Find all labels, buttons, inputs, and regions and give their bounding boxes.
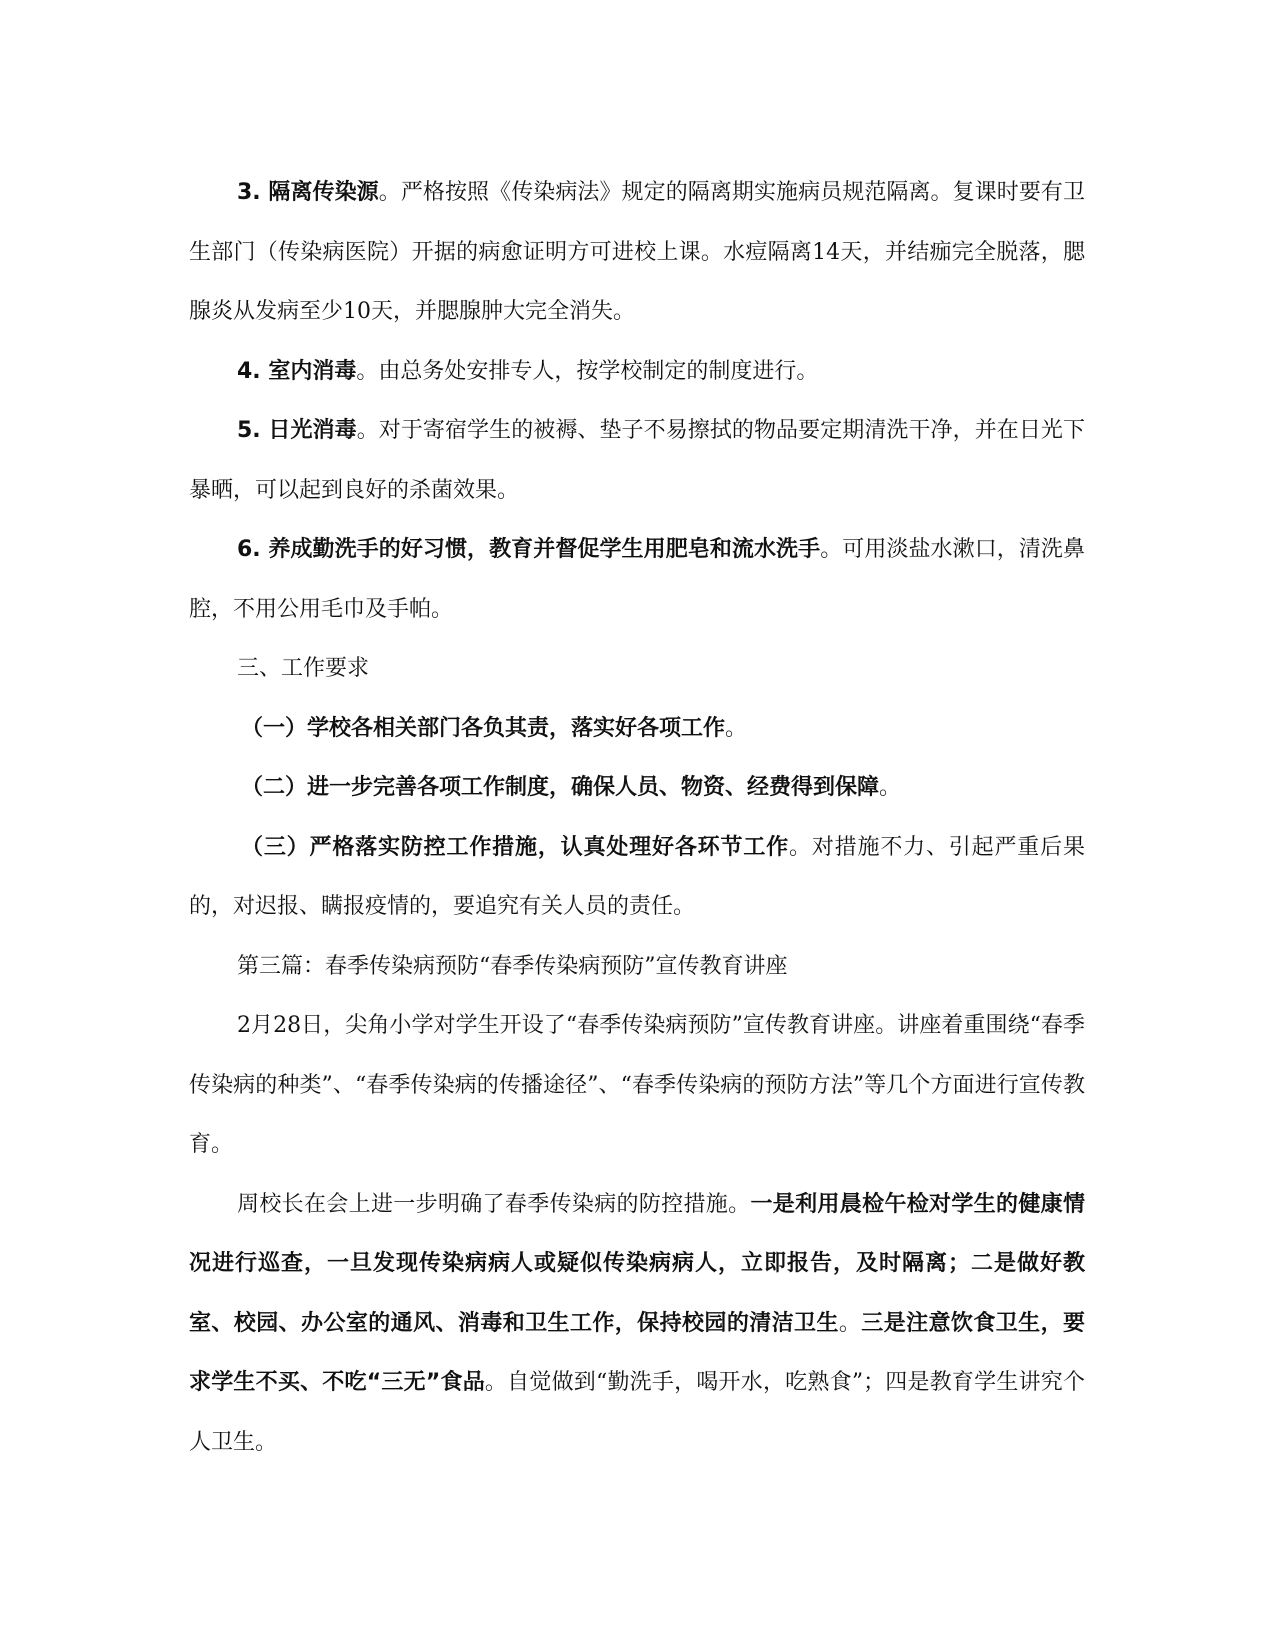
text-measures-one-two: 一是利用晨检午检对学生的健康情况进行巡查，一旦发现传染病病人或疑似传染病病人，立即报告，及时隔离；二是做好教室、校园、办公室的通风、消毒和卫生工作，保持校园的清洁卫生 — [189, 1191, 1085, 1336]
text-indoor-disinfection: 。由总务处安排专人，按学校制定的制度进行。 — [356, 358, 819, 384]
text-measures-four: 。自觉做到“勤洗手，喝开水，吃熟食”；四是教育学生讲究个人卫生。 — [189, 1370, 1085, 1455]
heading-requirement-1: （一）学校各相关部门各负其责，落实好各项工作 — [241, 715, 726, 741]
heading-requirement-2: （二）进一步完善各项工作制度，确保人员、物资、经费得到保障 — [241, 775, 880, 800]
paragraph-requirement-2 — [189, 758, 1085, 818]
text-requirement-3: 。对措施不力、引起严重后果的，对迟报、瞒报疫情的，要追究有关人员的责任。 — [189, 834, 1085, 919]
text-requirement-2: 。 — [879, 775, 902, 800]
paragraph-isolation — [189, 163, 1085, 342]
paragraph-sun-disinfection — [189, 401, 1085, 520]
heading-sun-disinfection: 5. 日光消毒 — [237, 418, 357, 443]
text-measures-three: 三是注意饮食卫生，要求学生不买、不吃“三无”食品 — [189, 1310, 1085, 1395]
text-isolation: 。严格按照《传染病法》规定的隔离期实施病员规范隔离。复课时要有卫生部门（传染病医院）开据的病愈证明方可进校上课。水痘隔离14天，并结痂完全脱落，腮腺炎从发病至少10天，并腮腺肿大完全消失。 — [189, 180, 1085, 324]
paragraph-requirement-3 — [189, 818, 1085, 937]
paragraph-principal-measures — [189, 1175, 1085, 1473]
heading-isolation: 3. 隔离传染源 — [237, 180, 379, 205]
text-handwashing: 。可用淡盐水漱口，清洗鼻腔，不用公用毛巾及手帕。 — [189, 537, 1085, 622]
paragraph-lecture-intro: 2月28日，尖角小学对学生开设了“春季传染病预防”宣传教育讲座。讲座着重围绕“春季传染病的种类”、“春季传染病的传播途径”、“春季传染病的预防方法”等几个方面进行宣传教育。 — [189, 1013, 1085, 1157]
heading-indoor-disinfection: 4. 室内消毒 — [237, 358, 357, 384]
article-title-part-three: 第三篇：春季传染病预防“春季传染病预防”宣传教育讲座 — [237, 953, 788, 979]
text-requirement-1: 。 — [725, 715, 748, 741]
text-sun-disinfection: 。对于寄宿学生的被褥、垫子不易擦拭的物品要定期清洗干净，并在日光下暴晒，可以起到良好的杀菌效果。 — [189, 418, 1085, 503]
text-measures-sep: 。 — [838, 1310, 862, 1336]
paragraph-indoor-disinfection — [189, 342, 1085, 402]
section-heading-work-requirements: 三、工作要求 — [237, 656, 370, 681]
heading-handwashing: 6. 养成勤洗手的好习惯，教育并督促学生用肥皂和流水洗手 — [237, 537, 821, 562]
heading-requirement-3: （三）严格落实防控工作措施，认真处理好各环节工作 — [241, 834, 789, 860]
paragraph-handwashing — [189, 520, 1085, 639]
document-body — [189, 163, 1085, 1472]
paragraph-requirement-1 — [189, 699, 1085, 759]
text-measures-intro: 周校长在会上进一步明确了春季传染病的防控措施。 — [237, 1191, 751, 1217]
